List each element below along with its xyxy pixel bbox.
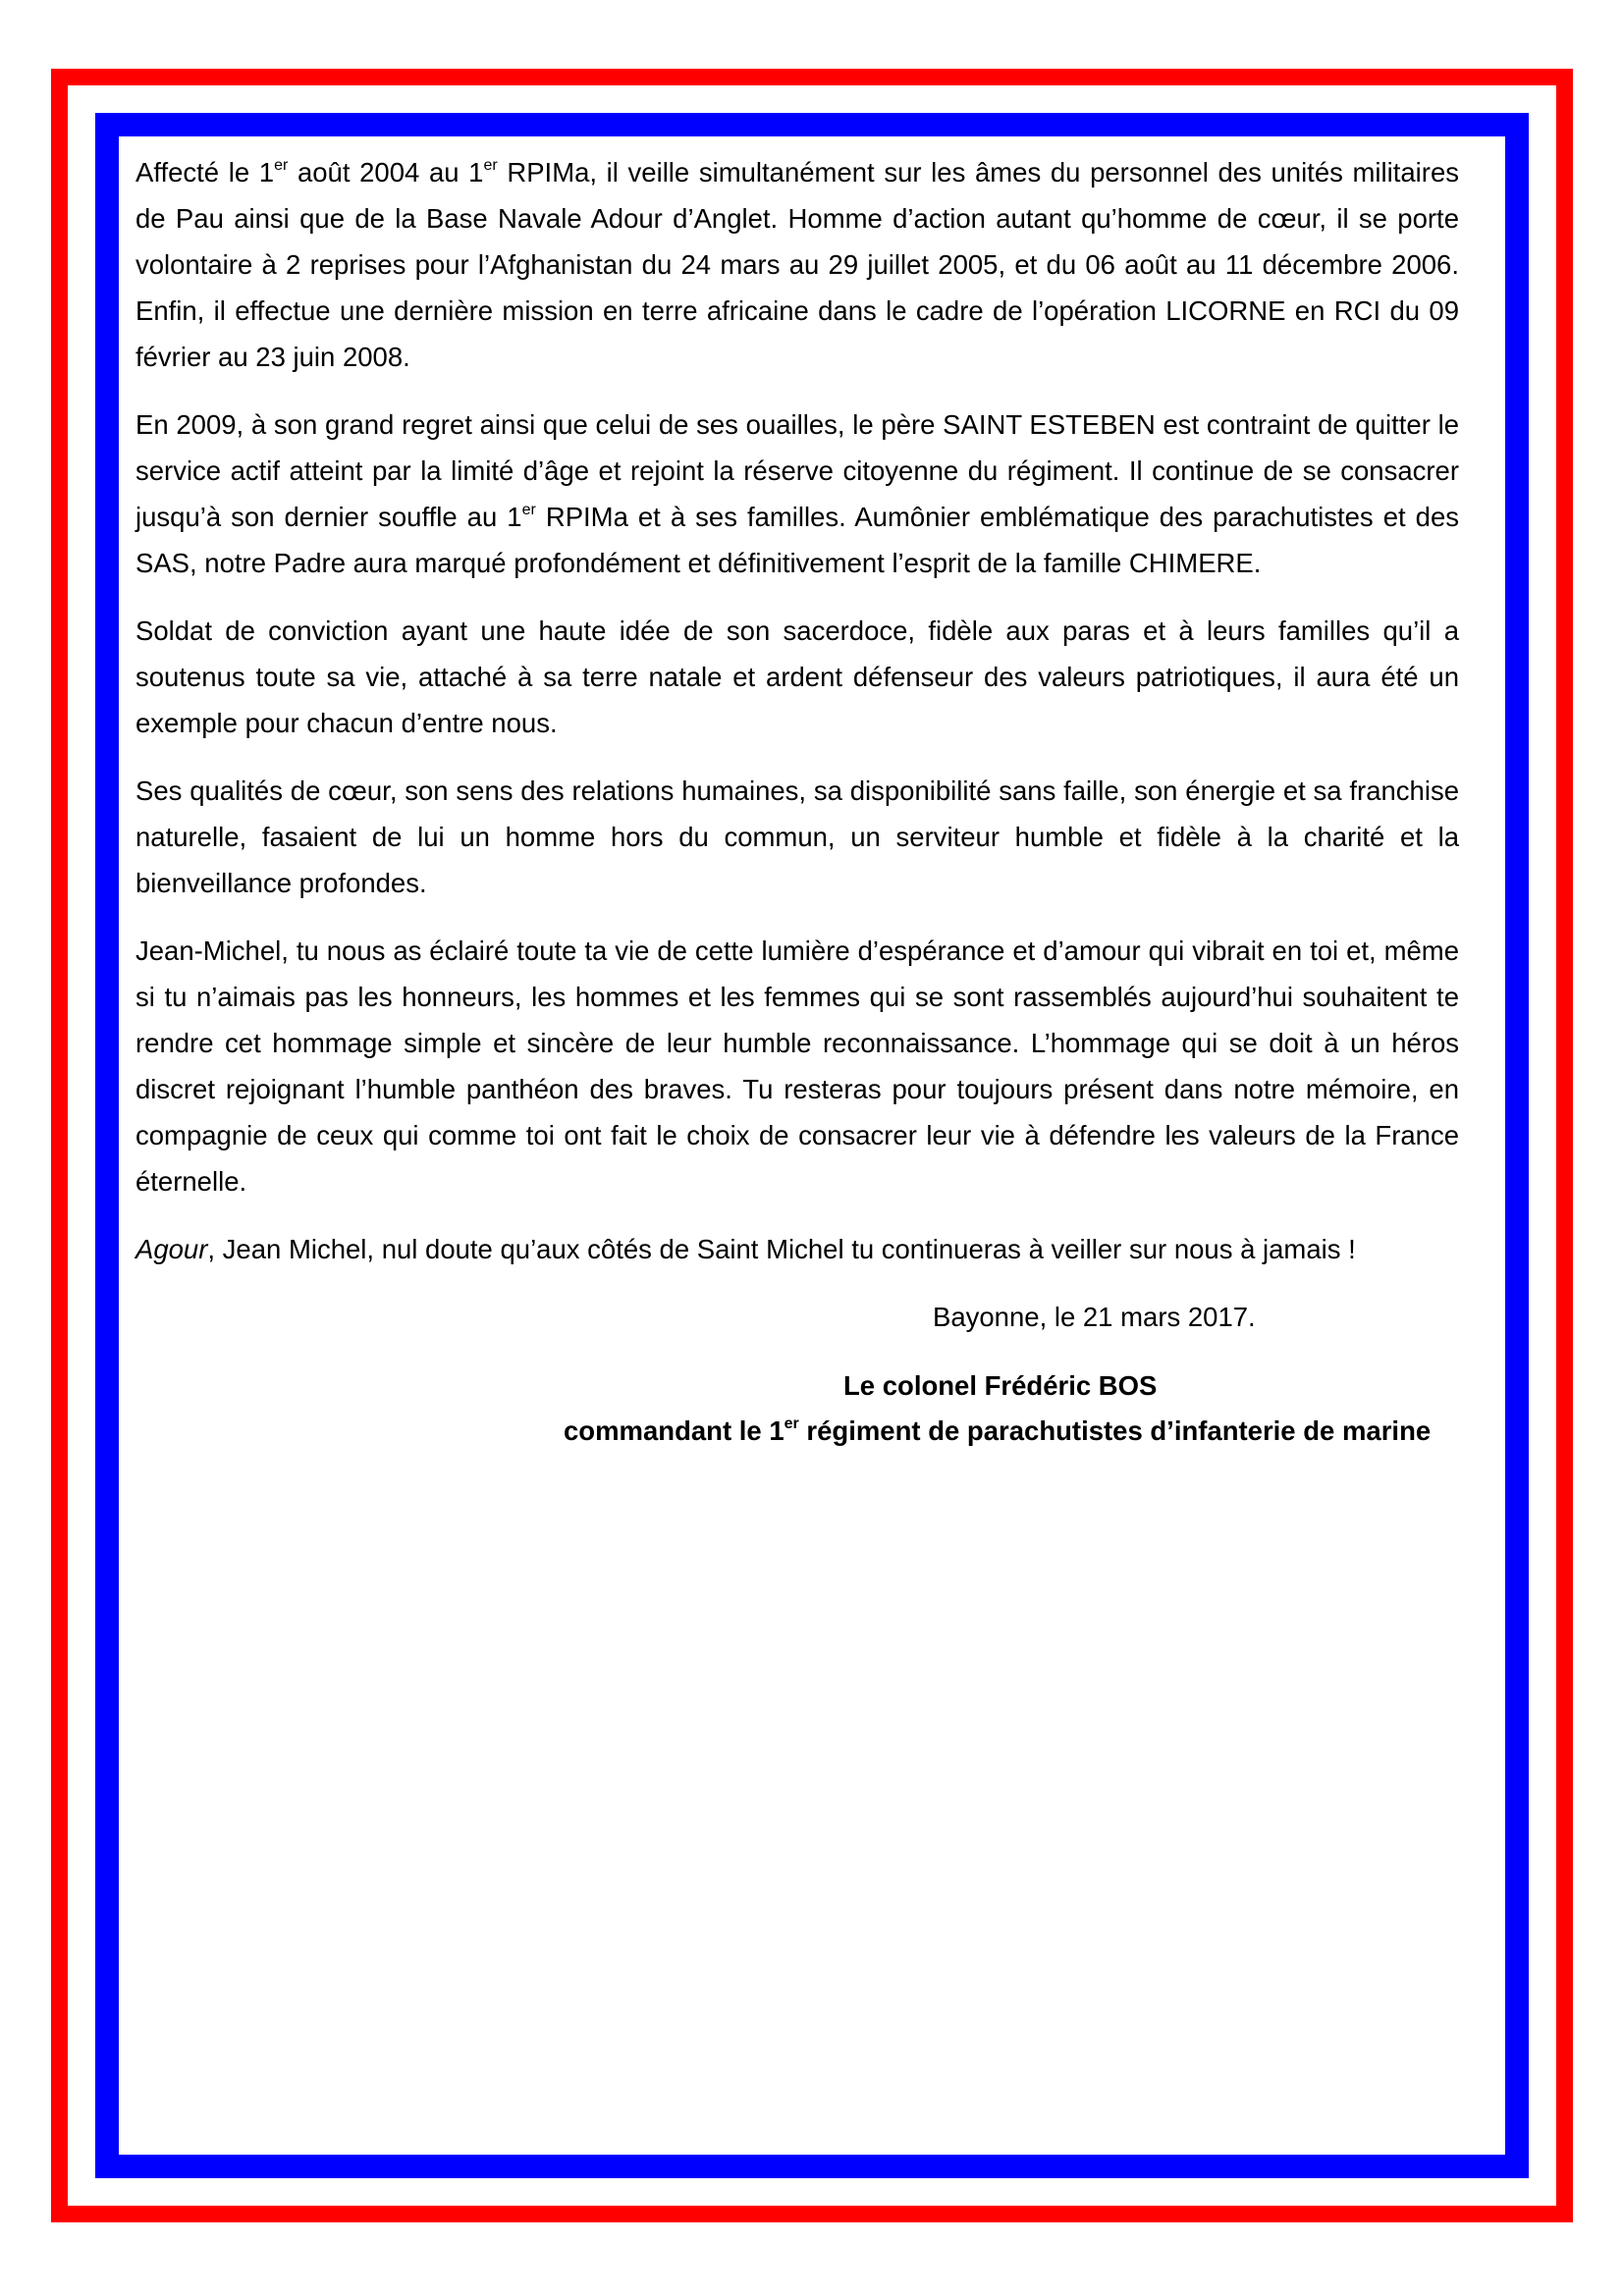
superscript: er (784, 1415, 799, 1432)
paragraph-retirement (135, 401, 1459, 586)
paragraph-text: , Jean Michel, nul doute qu’aux côtés de Saint Michel tu continueras à veiller sur nous à jamais ! (207, 1234, 1356, 1264)
paragraph-text: En 2009, à son grand regret ainsi que celui de ses ouailles, le père SAINT ESTEBEN est contraint de quitter le service actif atteint par la limité d’âge et rejoint la réserve citoyenne du régiment. Il continue de se consacrer jusqu’à son dernier souffle au 1 (135, 409, 1459, 532)
paragraph-text: août 2004 au 1 (288, 157, 484, 187)
paragraph-conviction: Soldat de conviction ayant une haute idée de son sacerdoce, fidèle aux paras et à leurs familles qu’il a soutenus toute sa vie, attaché à sa terre natale et ardent défenseur des valeurs patriotiques, il aura été un exemple pour chacun d’entre nous. (135, 615, 1459, 738)
superscript: er (274, 156, 289, 174)
farewell-word: Agour (135, 1234, 208, 1264)
signatory-name: Le colonel Frédéric BOS (843, 1370, 1158, 1401)
date-line: Bayonne, le 21 mars 2017. (933, 1302, 1256, 1332)
paragraph-tribute: Jean-Michel, tu nous as éclairé toute ta vie de cette lumière d’espérance et d’amour qui vibrait en toi et, même si tu n’aimais pas les honneurs, les hommes et les femmes qui se sont rassemblés aujourd’hui souhaitent te rendre cet hommage simple et sincère de leur humble reconnaissance. L’hommage qui se doit à un héros discret rejoignant l’humble panthéon des braves. Tu resteras pour toujours présent dans notre mémoire, en compagnie de ceux qui comme toi ont fait le choix de consacrer leur vie à défendre les valeurs de la France éternelle. (135, 935, 1459, 1197)
title-text: commandant le 1 (564, 1415, 784, 1446)
paragraph-qualities: Ses qualités de cœur, son sens des relations humaines, sa disponibilité sans faille, son énergie et sa franchise naturelle, fasaient de lui un homme hors du commun, un serviteur humble et fidèle à la charité et la bienveillance profondes. (135, 775, 1459, 898)
paragraph-text: Affecté le 1 (135, 157, 275, 187)
title-text: régiment de parachutistes d’infanterie de marine (798, 1415, 1432, 1446)
paragraph-text: RPIMa, il veille simultanément sur les âmes du personnel des unités militaires de Pau ainsi que de la Base Navale Adour d’Anglet. Homme d’action autant qu’homme de cœur, il se porte volontaire à 2 reprises pour l’Afghanistan du 24 mars au 29 juillet 2005, et du 06 août au 11 décembre 2006. Enfin, il effectue une dernière mission en terre africaine dans le cadre de l’opération LICORNE en RCI du 09 février au 23 juin 2008. (135, 157, 1459, 372)
superscript: er (483, 156, 498, 174)
letter-body (135, 149, 1459, 1454)
paragraph-farewell (135, 1226, 1459, 1272)
signatory-title (135, 1409, 1459, 1454)
superscript: er (521, 501, 536, 518)
paragraph-assignment (135, 149, 1459, 380)
paragraph-text: RPIMa et à ses familles. Aumônier emblématique des parachutistes et des SAS, notre Padre aura marqué profondément et définitivement l’esprit de la famille CHIMERE. (135, 502, 1459, 578)
signature-block (135, 1363, 1459, 1454)
